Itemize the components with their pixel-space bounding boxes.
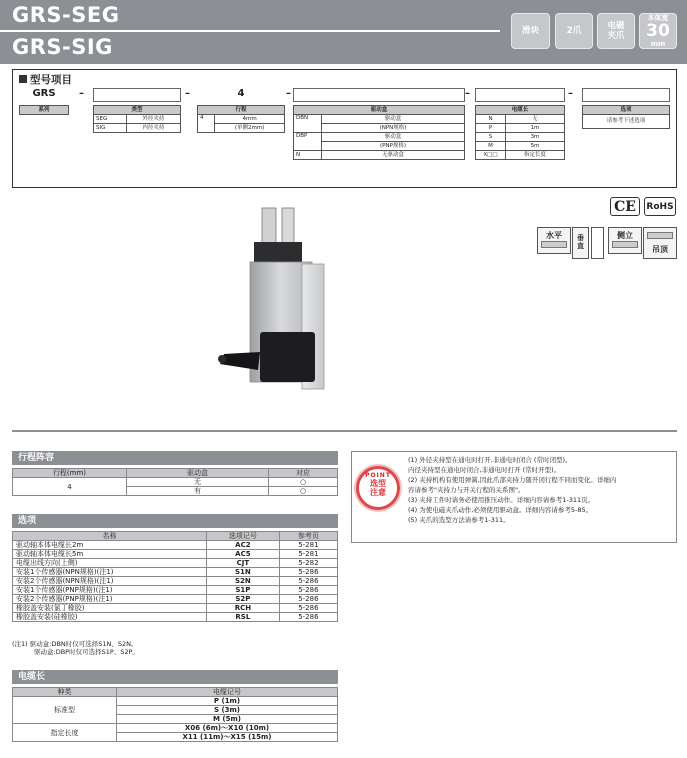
options-title: 选项 xyxy=(12,514,338,528)
note-item: (1) 外径夹持型在通电时打开,非通电时闭合 (常时闭型)。 xyxy=(408,456,572,464)
stroke-matrix-table: 行程(mm) 驱动盒 对应 4 无 ○ 有 ○ xyxy=(12,468,338,496)
badge-2-jaw: 2爪 xyxy=(555,13,593,49)
code-cable-box xyxy=(475,88,565,102)
dash-separator: – xyxy=(465,88,470,99)
selection-notes-list xyxy=(408,456,673,526)
note-item: 容请参考"夹持力与开关行程的关系图"。 xyxy=(408,486,525,494)
driver-table: 驱动盒 DBN 驱动盒 (NPN规格) DBP 驱动盒 (PNP规格) N 无驱动盒 xyxy=(293,105,465,160)
badge-electric-gripper: 电磁 夹爪 xyxy=(597,13,635,49)
model-number-box xyxy=(12,69,677,188)
mount-horizontal-icon: 水平 xyxy=(537,227,571,254)
options-note-2: 驱动盒:DBP时仅可选择S1P、S2P。 xyxy=(34,648,139,656)
badge-body-width xyxy=(639,13,677,49)
point-badge-icon: POINT 选型 注意 xyxy=(356,466,400,510)
stroke-matrix-title: 行程阵容 xyxy=(12,451,338,465)
dash-separator: – xyxy=(79,88,84,99)
rohs-mark-icon: RoHS xyxy=(644,197,676,216)
options-note-1: (注1) 驱动盒:DBN时仅可选择S1N、S2N。 xyxy=(12,640,138,648)
cable-table: 电缆长 N 无 P 1m S 3m M 5m X□□ 指定长度 xyxy=(475,105,565,160)
model-title-sig: GRS-SIG xyxy=(12,35,113,59)
note-item: 内径夹持型在通电时闭合,非通电时打开 (常时开型)。 xyxy=(408,466,561,474)
mount-vertical-icon: 垂 直 xyxy=(572,227,589,259)
note-item: (4) 为使电磁夹爪动作,必须使用驱动盒。详细内容请参考5-85。 xyxy=(408,506,593,514)
options-table: 名称 选项记号 参考页 驱动轴本体电缆长2m AC2 5-281 驱动轴本体电缆长5m AC5 5-281 电缆出线方向(上侧) CJT 5-282 安装1个传感器(NPN规格)(注1) S1N 5-286 安装2个传感器(NPN规格)(注1) S2N 5-286 安装1个传感器(PNP规格)(注1) S1P 5-286 安装2个传感器(PNP规格)(注1) S2P 5-286 橡胶盖安装(氯丁橡胶) RCH 5-286 橡胶盖安装(硅橡胶) RSL 5-286 xyxy=(12,531,338,622)
cable-length-table: 种类 电缆记号 标准型 P (1m) S (3m) M (5m) 指定长度 X06 (6m)～X10 (10m) X11 (11m)～X15 (15m) xyxy=(12,687,338,742)
body-width-label: 本体宽 xyxy=(647,13,669,22)
badge-slider: 滑块 xyxy=(511,13,550,49)
series-table: 系列 xyxy=(19,105,69,115)
note-item: (5) 夹爪的选型方法请参考1-311。 xyxy=(408,516,510,524)
mount-side-icon: 侧立 xyxy=(608,227,642,254)
mount-vertical-rail-icon xyxy=(591,227,604,259)
option-table: 选项 请参考下述选项 xyxy=(582,105,670,129)
note-item: (2) 夹持机构有使用弹簧,因此爪部夹持力随开闭行程不同而变化。详细内 xyxy=(408,476,617,484)
cable-length-title: 电缆长 xyxy=(12,670,338,684)
header-divider xyxy=(0,30,500,32)
mount-ceiling-icon: 吊顶 xyxy=(643,227,677,259)
ce-mark-icon: CE xyxy=(610,197,640,216)
dash-separator: – xyxy=(185,88,190,99)
dash-separator: – xyxy=(568,88,573,99)
code-prefix: GRS xyxy=(32,88,56,99)
body-width-unit: mm xyxy=(650,39,666,48)
code-stroke: 4 xyxy=(237,88,245,99)
code-type-box xyxy=(93,88,181,102)
type-table: 类型 SEG 外径夹持 SIG 内径夹持 xyxy=(93,105,181,133)
code-option-box xyxy=(582,88,670,102)
gripper-product-image xyxy=(210,202,350,407)
stroke-table: 行程 4 4mm (单侧2mm) xyxy=(197,105,285,133)
square-bullet-icon xyxy=(19,75,27,83)
model-heading: 型号项目 xyxy=(19,72,72,87)
body-width-value: 30 xyxy=(646,20,670,41)
code-driver-box xyxy=(293,88,465,102)
model-title-seg: GRS-SEG xyxy=(12,3,120,27)
note-item: (3) 夹持工件时请务必使用推压动作。详细内容请参考1-311页。 xyxy=(408,496,595,504)
section-rule xyxy=(12,430,677,432)
dash-separator: – xyxy=(286,88,291,99)
